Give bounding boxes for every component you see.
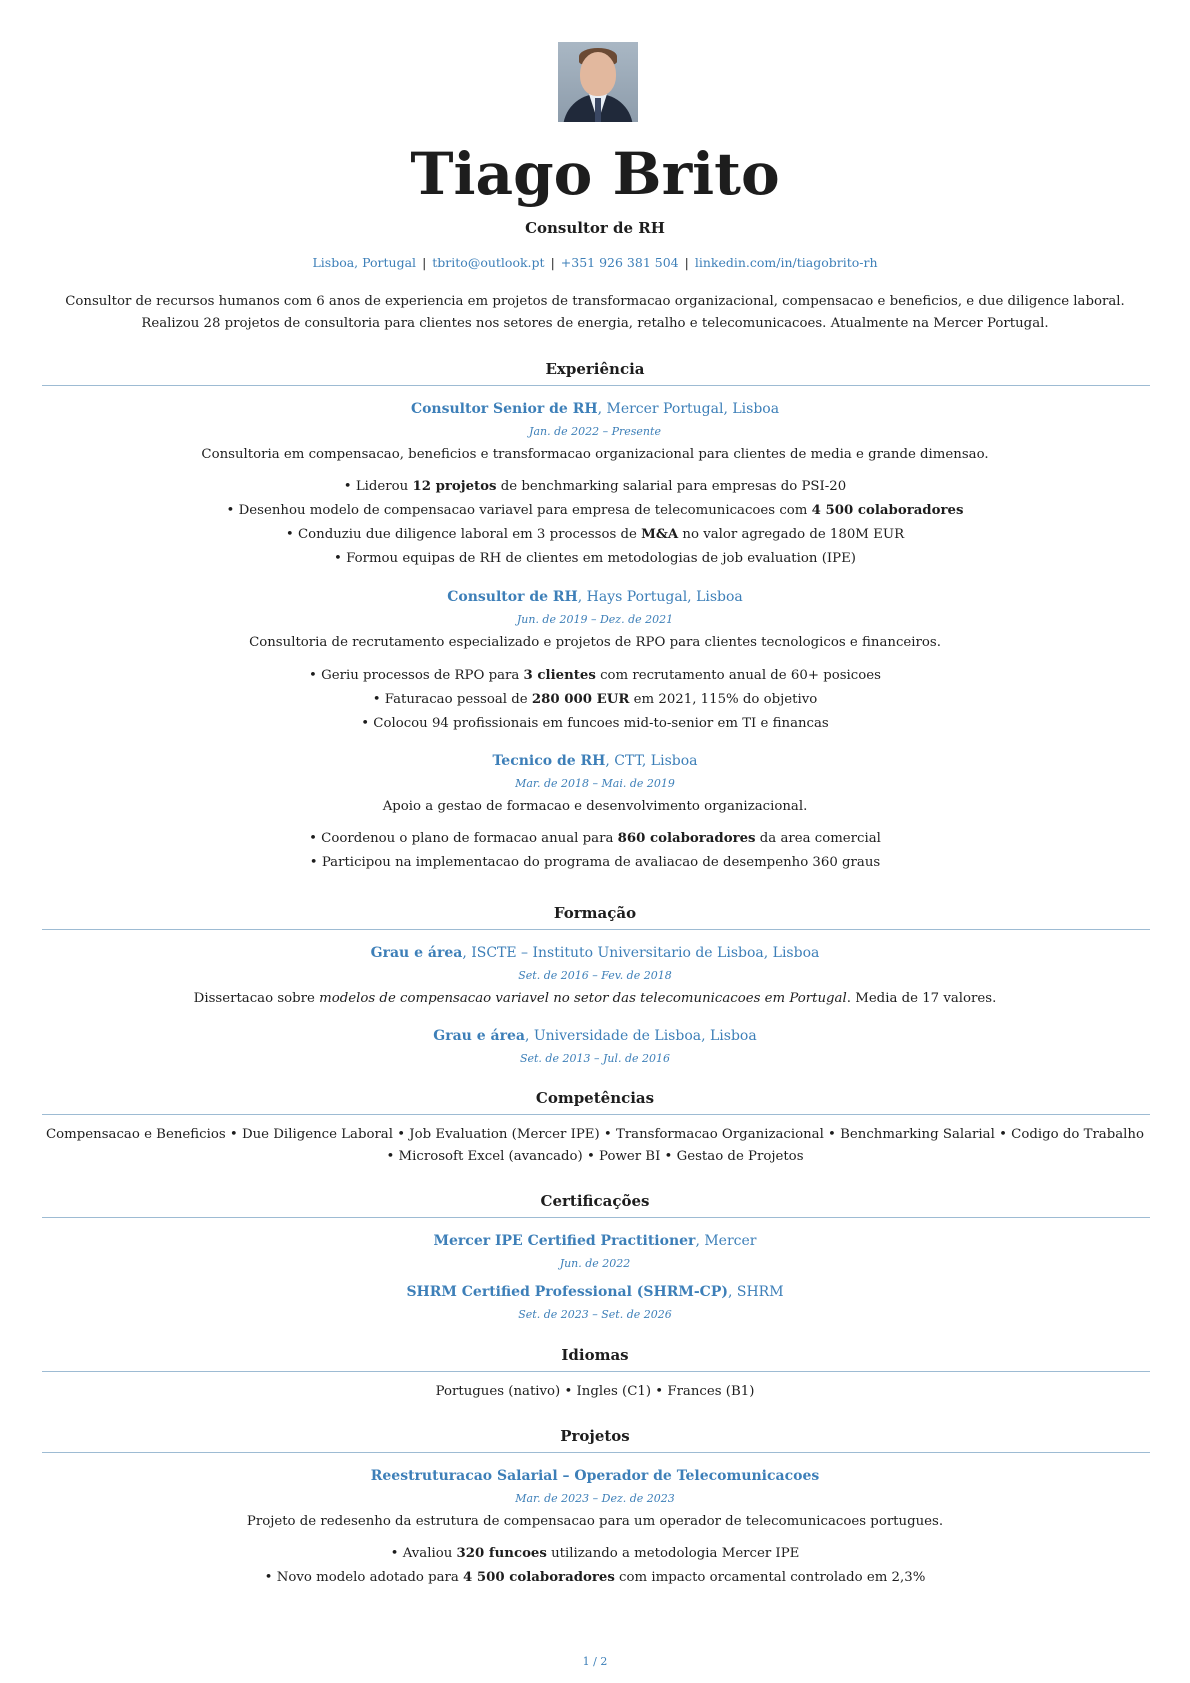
- project-description: Projeto de redesenho da estrutura de compensacao para um operador de telecomunicacoes portugues.: [246, 1514, 944, 1529]
- certification-org: , Mercer: [695, 1233, 757, 1249]
- contact-location: Lisboa, Portugal: [312, 255, 417, 270]
- experience-org: , Mercer Portugal, Lisboa: [597, 401, 780, 417]
- education-description: Dissertacao sobre modelos de compensacao variavel no setor das telecomunicacoes em Portugal. Media de 17 valores.: [193, 991, 997, 1006]
- experience-dates: Mar. de 2018 – Mai. de 2019: [515, 777, 675, 790]
- section-divider: [42, 1217, 1150, 1218]
- experience-description: Consultoria de recrutamento especializado e projetos de RPO para clientes tecnologicos e financeiros.: [249, 635, 941, 650]
- education-title: [0, 945, 1190, 961]
- certification-title: [0, 1284, 1190, 1300]
- experience-role: Consultor Senior de RH: [410, 401, 598, 417]
- profile-photo: [558, 42, 638, 122]
- experience-bullet: • Participou na implementacao do programa de avaliacao de desempenho 360 graus: [309, 855, 881, 870]
- experience-role: Consultor de RH: [447, 589, 578, 605]
- section-title-education: Formação: [553, 904, 637, 922]
- contact-email[interactable]: tbrito@outlook.pt: [432, 255, 545, 270]
- certification-dates: Jun. de 2022: [559, 1257, 631, 1270]
- education-title: [0, 1028, 1190, 1044]
- experience-title: [0, 589, 1190, 605]
- experience-dates: Jun. de 2019 – Dez. de 2021: [516, 613, 674, 626]
- education-org: , Universidade de Lisboa, Lisboa: [524, 1028, 757, 1044]
- education-org: , ISCTE – Instituto Universitario de Lisboa, Lisboa: [462, 945, 820, 961]
- section-divider: [42, 1371, 1150, 1372]
- project-title: [0, 1468, 1190, 1484]
- experience-bullet: • Conduziu due diligence laboral em 3 processos de M&A no valor agregado de 180M EUR: [285, 527, 905, 542]
- experience-bullet: • Geriu processos de RPO para 3 clientes com recrutamento anual de 60+ posicoes: [309, 668, 881, 683]
- certification-name: SHRM Certified Professional (SHRM-CP): [406, 1284, 728, 1300]
- experience-bullet: • Desenhou modelo de compensacao variavel para empresa de telecomunicacoes com 4 500 colaboradores: [226, 503, 964, 518]
- page-number: 1 / 2: [582, 1655, 608, 1668]
- section-title-certifications: Certificações: [540, 1192, 650, 1210]
- experience-bullet: • Coordenou o plano de formacao anual para 860 colaboradores da area comercial: [309, 831, 881, 846]
- section-title-languages: Idiomas: [561, 1346, 629, 1364]
- experience-description: Consultoria em compensacao, beneficios e transformacao organizacional para clientes de media e grande dimensao.: [201, 447, 989, 462]
- candidate-name: Tiago Brito: [410, 140, 780, 208]
- education-degree: Grau e área: [370, 945, 463, 961]
- contact-line: Lisboa, Portugal | tbrito@outlook.pt | +351 926 381 504 | linkedin.com/in/tiagobrito-rh: [312, 255, 878, 270]
- experience-org: , CTT, Lisboa: [605, 753, 698, 769]
- section-divider: [42, 1452, 1150, 1453]
- experience-bullet: • Liderou 12 projetos de benchmarking salarial para empresas do PSI-20: [343, 479, 847, 494]
- contact-phone[interactable]: +351 926 381 504: [560, 255, 679, 270]
- experience-bullet: • Colocou 94 profissionais em funcoes mid-to-senior em TI e financas: [361, 716, 829, 731]
- experience-description: Apoio a gestao de formacao e desenvolvimento organizacional.: [382, 799, 808, 814]
- project-name: Reestruturacao Salarial – Operador de Telecomunicacoes: [370, 1468, 820, 1484]
- certification-dates: Set. de 2023 – Set. de 2026: [518, 1308, 672, 1321]
- project-dates: Mar. de 2023 – Dez. de 2023: [515, 1492, 675, 1505]
- experience-role: Tecnico de RH: [492, 753, 606, 769]
- certification-org: , SHRM: [727, 1284, 784, 1300]
- job-title: Consultor de RH: [525, 219, 665, 237]
- section-title-skills: Competências: [535, 1089, 655, 1107]
- education-degree: Grau e área: [433, 1028, 525, 1044]
- education-dates: Set. de 2016 – Fev. de 2018: [518, 969, 672, 982]
- experience-bullet: • Faturacao pessoal de 280 000 EUR em 2021, 115% do objetivo: [372, 692, 818, 707]
- section-divider: [42, 385, 1150, 386]
- section-divider: [42, 929, 1150, 930]
- skills-list: Compensacao e Beneficios • Due Diligence Laboral • Job Evaluation (Mercer IPE) • Transformacao Organizacional • Benchmarking Salarial • Codigo do Trabalho • Microsoft Excel (avancado) • Power BI • Gestao de Projetos: [46, 1127, 1144, 1164]
- education-dates: Set. de 2013 – Jul. de 2016: [519, 1052, 671, 1065]
- experience-title: [0, 753, 1190, 769]
- experience-title: [0, 401, 1190, 417]
- certification-name: Mercer IPE Certified Practitioner: [433, 1233, 696, 1249]
- experience-bullet: • Formou equipas de RH de clientes em metodologias de job evaluation (IPE): [334, 551, 856, 566]
- project-bullet: • Avaliou 320 funcoes utilizando a metodologia Mercer IPE: [390, 1546, 800, 1561]
- experience-org: , Hays Portugal, Lisboa: [577, 589, 743, 605]
- section-title-projects: Projetos: [560, 1427, 630, 1445]
- certification-title: [0, 1233, 1190, 1249]
- experience-dates: Jan. de 2022 – Presente: [529, 425, 661, 438]
- section-title-experience: Experiência: [545, 360, 645, 378]
- section-divider: [42, 1114, 1150, 1115]
- profile-summary: Consultor de recursos humanos com 6 anos de experiencia em projetos de transformacao organizacional, compensacao e beneficios, e due diligence laboral. Realizou 28 projetos de consultoria para clientes nos setores de energia, retalho e telecomunicacoes. Atualmente na Mercer Portugal.: [65, 294, 1125, 331]
- languages-list: Portugues (nativo) • Ingles (C1) • Frances (B1): [435, 1384, 755, 1399]
- contact-linkedin[interactable]: linkedin.com/in/tiagobrito-rh: [694, 255, 878, 270]
- project-bullet: • Novo modelo adotado para 4 500 colaboradores com impacto orcamental controlado em 2,3%: [264, 1570, 926, 1585]
